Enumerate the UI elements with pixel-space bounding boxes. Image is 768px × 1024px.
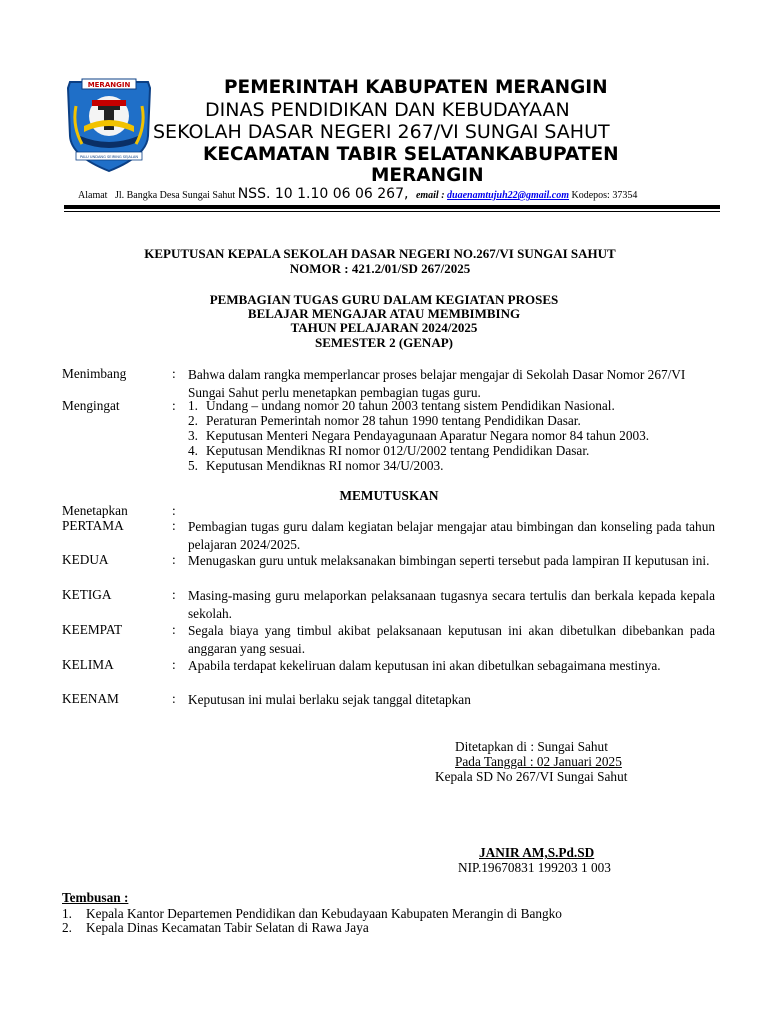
mengingat-item: 2. Peraturan Pemerintah nomor 28 tahun 1990 tentang Pendidikan Dasar.: [188, 413, 581, 428]
menetapkan-colon: :: [172, 503, 176, 518]
address-text: Jl. Bangka Desa Sungai Sahut: [114, 190, 236, 201]
address-label: Alamat: [78, 190, 108, 201]
decision-colon: :: [172, 518, 176, 533]
tembusan-item: 2. Kepala Dinas Kecamatan Tabir Selatan di Rawa Jaya: [62, 920, 369, 935]
decision-label-pertama: PERTAMA: [62, 518, 124, 533]
subject-line-4: SEMESTER 2 (GENAP): [315, 335, 453, 350]
subject-line-1: PEMBAGIAN TUGAS GURU DALAM KEGIATAN PROSES: [209, 292, 559, 307]
decision-text-kedua: Menugaskan guru untuk melaksanakan bimbingan seperti tersebut pada lampiran II keputusan ini.: [188, 553, 710, 568]
mengingat-label: Mengingat: [62, 398, 120, 413]
email-label: email :: [415, 190, 445, 201]
decision-text-ketiga: Masing-masing guru melaporkan pelaksanaan tugasnya secara tertulis dan berkala kepada kepala sekolah.: [188, 588, 715, 621]
decision-text-pertama: Pembagian tugas guru dalam kegiatan belajar mengajar atau bimbingan dan konseling pada tahun pelajaran 2024/2025.: [188, 519, 715, 552]
decision-label-keempat: KEEMPAT: [62, 622, 123, 637]
decision-label-kedua: KEDUA: [62, 552, 109, 567]
nss-number: NSS. 10 1.10 06 06 267,: [237, 186, 409, 202]
mengingat-colon: :: [172, 398, 176, 413]
letterhead-divider-thin: [64, 211, 720, 212]
tembusan-heading: Tembusan :: [62, 890, 129, 905]
letterhead-school: SEKOLAH DASAR NEGERI 267/VI SUNGAI SAHUT: [153, 121, 610, 143]
decision-colon: :: [172, 691, 176, 706]
email-link[interactable]: duaenamtujuh22@gmail.com: [447, 190, 569, 201]
tembusan-item: 1. Kepala Kantor Departemen Pendidikan dan Kebudayaan Kabupaten Merangin di Bangko: [62, 906, 562, 921]
menimbang-colon: :: [172, 366, 176, 381]
decision-colon: :: [172, 552, 176, 567]
mengingat-item: 4. Keputusan Mendiknas RI nomor 012/U/2002 tentang Pendidikan Dasar.: [188, 443, 590, 458]
decision-text-keempat: Segala biaya yang timbul akibat pelaksanaan keputusan ini akan dibetulkan dibebankan pada anggaran yang sesuai.: [188, 623, 715, 656]
letterhead-department: DINAS PENDIDIKAN DAN KEBUDAYAAN: [205, 99, 570, 121]
signatory-name: JANIR AM,S.Pd.SD: [479, 845, 595, 860]
mengingat-item: 5. Keputusan Mendiknas RI nomor 34/U/2003.: [188, 458, 444, 473]
letterhead-government: PEMERINTAH KABUPATEN MERANGIN: [224, 77, 608, 98]
menimbang-label: Menimbang: [62, 366, 127, 381]
regency-emblem-logo: [62, 76, 156, 174]
decree-title: KEPUTUSAN KEPALA SEKOLAH DASAR NEGERI NO.267/VI SUNGAI SAHUT: [144, 246, 616, 261]
menimbang-text: Bahwa dalam rangka memperlancar proses belajar mengajar di Sekolah Dasar Nomor 267/VI Sungai Sahut perlu menetapkan pembagian tugas guru.: [188, 367, 686, 400]
decision-colon: :: [172, 657, 176, 672]
signature-place: Ditetapkan di : Sungai Sahut: [455, 739, 608, 754]
decision-label-kelima: KELIMA: [62, 657, 114, 672]
letterhead-district: KECAMATAN TABIR SELATANKABUPATEN: [203, 144, 619, 165]
decision-label-keenam: KEENAM: [62, 691, 119, 706]
decision-colon: :: [172, 587, 176, 602]
signature-position: Kepala SD No 267/VI Sungai Sahut: [435, 769, 628, 784]
letterhead-address-line: [78, 186, 637, 202]
mengingat-list: [188, 398, 649, 473]
menetapkan-label: Menetapkan: [62, 503, 128, 518]
decision-label-ketiga: KETIGA: [62, 587, 112, 602]
logo-motto-text: PALU UNDANG SEIRING SEJALAN: [79, 155, 139, 159]
decision-text-kelima: Apabila terdapat kekeliruan dalam keputusan ini akan dibetulkan sebagaimana mestinya.: [188, 658, 661, 673]
subject-line-2: BELAJAR MENGAJAR ATAU MEMBIMBING: [247, 306, 521, 321]
logo-top-text: MERANGIN: [87, 81, 131, 89]
decision-colon: :: [172, 622, 176, 637]
letterhead-divider-thick: [64, 205, 720, 209]
subject-line-3: TAHUN PELAJARAN 2024/2025: [290, 320, 478, 335]
decree-number: NOMOR : 421.2/01/SD 267/2025: [289, 261, 471, 276]
mengingat-item: 3. Keputusan Menteri Negara Pendayagunaan Aparatur Negara nomor 84 tahun 2003.: [188, 428, 650, 443]
signature-date: Pada Tanggal : 02 Januari 2025: [455, 754, 622, 769]
mengingat-item: 1. Undang – undang nomor 20 tahun 2003 tentang sistem Pendidikan Nasional.: [188, 398, 615, 413]
letterhead-district-cont: MERANGIN: [371, 165, 484, 186]
signatory-nip: NIP.19670831 199203 1 003: [458, 860, 611, 875]
postcode: Kodepos: 37354: [571, 190, 638, 201]
memutuskan-heading: MEMUTUSKAN: [339, 488, 439, 503]
decision-text-keenam: Keputusan ini mulai berlaku sejak tanggal ditetapkan: [188, 692, 471, 707]
